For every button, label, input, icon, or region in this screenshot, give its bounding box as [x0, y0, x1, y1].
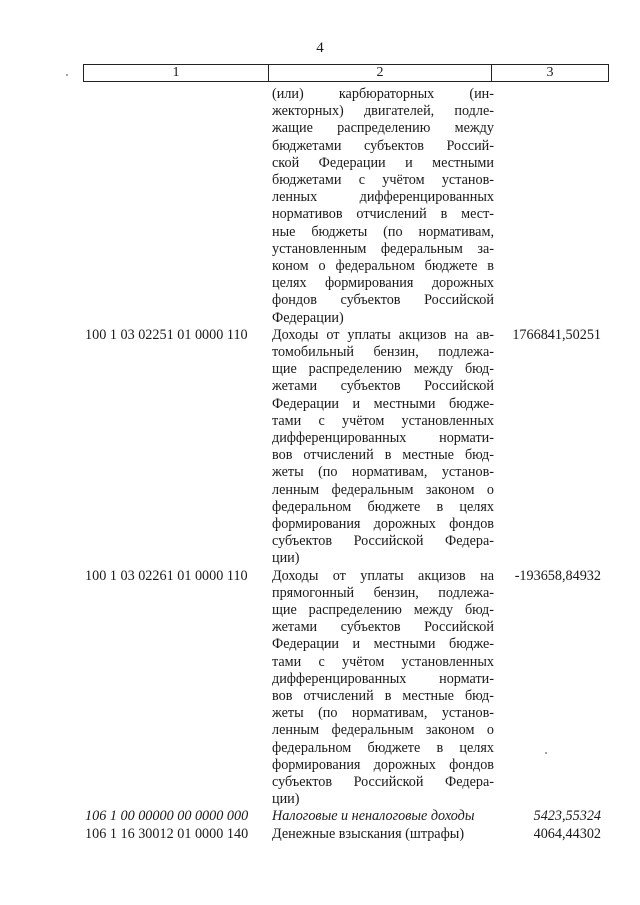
description-line: ные бюджеты (по нормативам, [272, 223, 494, 240]
description-line: жеты (по нормативам, установ- [272, 464, 494, 481]
row-code: 106 1 00 00000 00 0000 000 [85, 808, 249, 825]
description-line: бюджетами субъектов Россий- [272, 137, 494, 154]
header-col-2: 2 [269, 65, 492, 81]
description-line: целях формирования дорожных [272, 275, 494, 292]
description-line: жеты (по нормативам, установ- [272, 705, 494, 722]
description-line: тами с учётом установленных [272, 412, 494, 429]
row-description [272, 808, 494, 825]
description-line: Денежные взыскания (штрафы) [272, 825, 465, 842]
row-amount: 4064,44302 [533, 825, 601, 842]
description-line: вов отчислений в местные бюд- [272, 447, 494, 464]
description-line: Доходы от уплаты акцизов на [272, 567, 494, 584]
description-line: фондов субъектов Российской [272, 292, 494, 309]
row-description [272, 86, 494, 327]
description-line: коном о федеральном бюджете в [272, 258, 494, 275]
row-code: 100 1 03 02261 01 0000 110 [85, 567, 248, 584]
description-line: жащие распределению между [272, 120, 494, 137]
description-line: дифференцированных нормати- [272, 670, 494, 687]
row-amount: 1766841,50251 [512, 326, 601, 343]
description-line: щие распределению между бюд- [272, 602, 494, 618]
description-line: Доходы от уплаты акцизов на ав- [272, 326, 494, 343]
description-line: ции) [272, 550, 300, 567]
table-header [83, 64, 609, 82]
description-line: федеральном бюджете в целях [272, 739, 494, 756]
description-line: щие распределению между бюд- [272, 361, 494, 378]
description-line: бюджетами с учётом установ- [272, 172, 494, 189]
description-line: жетами субъектов Российской [272, 378, 494, 395]
description-line: жетами субъектов Российской [272, 619, 494, 636]
row-amount: 5423,55324 [533, 808, 601, 825]
header-col-1: 1 [84, 65, 269, 81]
description-line: ленным федеральным законом о [272, 481, 494, 498]
description-line: Федерации) [272, 309, 344, 326]
row-code: 106 1 16 30012 01 0000 140 [85, 825, 249, 842]
description-line: федеральном бюджете в целях [272, 498, 494, 515]
description-line: нормативов отчислений в мест- [272, 206, 494, 223]
description-line: ленным федеральным законом о [272, 722, 494, 739]
description-line: ской Федерации и местными [272, 154, 494, 171]
description-line: прямогонный бензин, подлежа- [272, 584, 494, 601]
row-description [272, 568, 494, 809]
description-line: (или) карбюраторных (ин- [272, 86, 494, 102]
scan-speck [66, 74, 68, 76]
page-number: 4 [316, 40, 324, 56]
header-col-3: 3 [546, 65, 554, 80]
description-line: формирования дорожных фондов [272, 756, 494, 773]
description-line: ции) [272, 791, 300, 808]
description-line: жекторных) двигателей, подле- [272, 103, 494, 120]
description-line: тами с учётом установленных [272, 653, 494, 670]
row-description [272, 826, 494, 843]
description-line: субъектов Российской Федера- [272, 774, 494, 791]
description-line: субъектов Российской Федера- [272, 533, 494, 550]
description-line: дифференцированных нормати- [272, 430, 494, 447]
description-line: вов отчислений в местные бюд- [272, 688, 494, 705]
description-line: Федерации и местными бюдже- [272, 395, 494, 412]
description-line: установленным федеральным за- [272, 240, 494, 257]
row-code: 100 1 03 02251 01 0000 110 [85, 326, 248, 343]
description-line: ленных дифференцированных [272, 189, 494, 206]
description-line: томобильный бензин, подлежа- [272, 344, 494, 360]
description-line: Налоговые и неналоговые доходы [272, 808, 475, 825]
scan-speck [545, 752, 547, 754]
description-line: Федерации и местными бюдже- [272, 636, 494, 653]
description-line: формирования дорожных фондов [272, 516, 494, 533]
row-amount: -193658,84932 [514, 567, 601, 584]
row-description [272, 327, 494, 568]
